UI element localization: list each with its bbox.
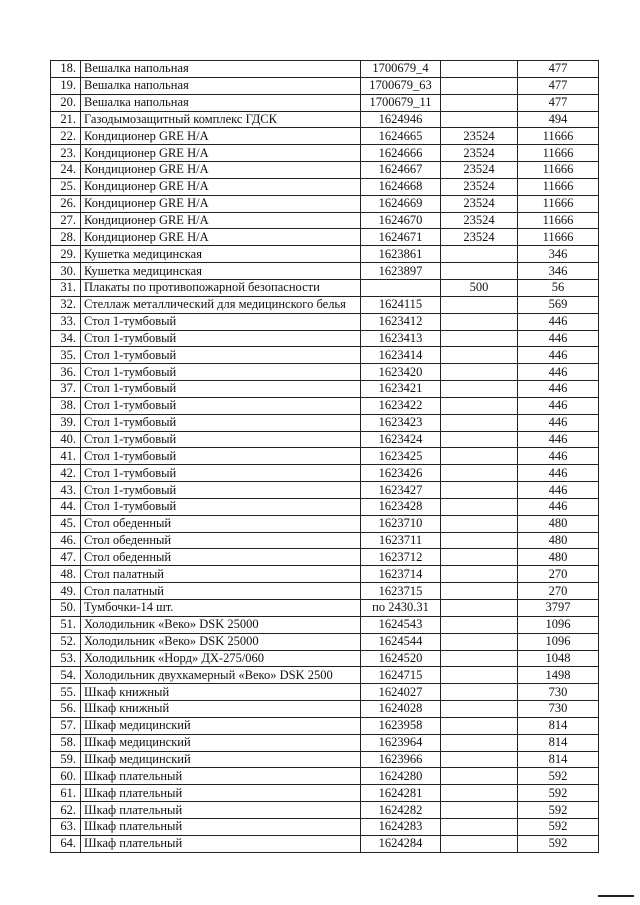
row-number: 46. — [51, 532, 81, 549]
table-row — [51, 313, 599, 330]
row-number: 50. — [51, 600, 81, 617]
row-number: 54. — [51, 667, 81, 684]
cost-value: 446 — [518, 347, 599, 364]
item-name: Холодильник «Веко» DSK 25000 — [81, 633, 361, 650]
inventory-number: 1623420 — [361, 364, 441, 381]
inventory-number: 1623414 — [361, 347, 441, 364]
row-number: 63. — [51, 818, 81, 835]
table-row — [51, 583, 599, 600]
cost-value: 11666 — [518, 178, 599, 195]
inventory-number: 1624665 — [361, 128, 441, 145]
row-number: 49. — [51, 583, 81, 600]
row-number: 33. — [51, 313, 81, 330]
row-number: 19. — [51, 77, 81, 94]
item-name: Стол 1-тумбовый — [81, 465, 361, 482]
quantity-value — [441, 650, 518, 667]
quantity-value — [441, 818, 518, 835]
cost-value: 11666 — [518, 128, 599, 145]
table-row — [51, 717, 599, 734]
item-name: Стол обеденный — [81, 515, 361, 532]
row-number: 51. — [51, 616, 81, 633]
cost-value: 446 — [518, 330, 599, 347]
cost-value: 446 — [518, 482, 599, 499]
item-name: Шкаф медицинский — [81, 734, 361, 751]
row-number: 53. — [51, 650, 81, 667]
inventory-number: 1623425 — [361, 448, 441, 465]
inventory-number: 1623712 — [361, 549, 441, 566]
item-name: Стол 1-тумбовый — [81, 482, 361, 499]
row-number: 43. — [51, 482, 81, 499]
quantity-value: 23524 — [441, 195, 518, 212]
quantity-value — [441, 431, 518, 448]
inventory-number: 1623413 — [361, 330, 441, 347]
quantity-value — [441, 515, 518, 532]
inventory-number: 1624280 — [361, 768, 441, 785]
cost-value: 1096 — [518, 633, 599, 650]
inventory-number: 1623423 — [361, 414, 441, 431]
inventory-number: 1624671 — [361, 229, 441, 246]
quantity-value — [441, 768, 518, 785]
item-name: Кондиционер GRE H/A — [81, 145, 361, 162]
quantity-value — [441, 263, 518, 280]
item-name: Вешалка напольная — [81, 94, 361, 111]
cost-value: 446 — [518, 381, 599, 398]
row-number: 32. — [51, 296, 81, 313]
item-name: Шкаф медицинский — [81, 751, 361, 768]
table-row — [51, 549, 599, 566]
table-row — [51, 785, 599, 802]
table-row — [51, 279, 599, 296]
table-row — [51, 482, 599, 499]
row-number: 60. — [51, 768, 81, 785]
quantity-value — [441, 667, 518, 684]
item-name: Кондиционер GRE H/A — [81, 128, 361, 145]
item-name: Стол обеденный — [81, 549, 361, 566]
row-number: 31. — [51, 279, 81, 296]
item-name: Шкаф книжный — [81, 701, 361, 718]
quantity-value — [441, 751, 518, 768]
quantity-value — [441, 246, 518, 263]
quantity-value — [441, 532, 518, 549]
table-row — [51, 111, 599, 128]
row-number: 47. — [51, 549, 81, 566]
row-number: 35. — [51, 347, 81, 364]
quantity-value: 23524 — [441, 229, 518, 246]
row-number: 61. — [51, 785, 81, 802]
item-name: Кондиционер GRE H/A — [81, 162, 361, 179]
cost-value: 477 — [518, 77, 599, 94]
row-number: 21. — [51, 111, 81, 128]
quantity-value — [441, 600, 518, 617]
table-row — [51, 701, 599, 718]
item-name: Шкаф плательный — [81, 768, 361, 785]
table-row — [51, 397, 599, 414]
table-row — [51, 684, 599, 701]
item-name: Шкаф плательный — [81, 785, 361, 802]
quantity-value — [441, 717, 518, 734]
row-number: 59. — [51, 751, 81, 768]
cost-value: 592 — [518, 785, 599, 802]
cost-value: 446 — [518, 498, 599, 515]
quantity-value — [441, 111, 518, 128]
inventory-number: 1623427 — [361, 482, 441, 499]
row-number: 42. — [51, 465, 81, 482]
table-row — [51, 414, 599, 431]
row-number: 64. — [51, 835, 81, 852]
inventory-number: 1623966 — [361, 751, 441, 768]
cost-value: 592 — [518, 802, 599, 819]
quantity-value — [441, 633, 518, 650]
item-name: Кушетка медицинская — [81, 263, 361, 280]
inventory-number: 1624715 — [361, 667, 441, 684]
row-number: 39. — [51, 414, 81, 431]
item-name: Вешалка напольная — [81, 61, 361, 78]
quantity-value: 23524 — [441, 145, 518, 162]
table-row — [51, 381, 599, 398]
cost-value: 3797 — [518, 600, 599, 617]
row-number: 57. — [51, 717, 81, 734]
cost-value: 11666 — [518, 229, 599, 246]
row-number: 27. — [51, 212, 81, 229]
quantity-value — [441, 448, 518, 465]
cost-value: 477 — [518, 94, 599, 111]
inventory-table-body — [51, 61, 599, 853]
inventory-number: 1624281 — [361, 785, 441, 802]
table-row — [51, 94, 599, 111]
quantity-value — [441, 498, 518, 515]
inventory-number: 1623421 — [361, 381, 441, 398]
quantity-value — [441, 61, 518, 78]
cost-value: 11666 — [518, 195, 599, 212]
inventory-number: 1700679_63 — [361, 77, 441, 94]
row-number: 45. — [51, 515, 81, 532]
row-number: 23. — [51, 145, 81, 162]
item-name: Шкаф книжный — [81, 684, 361, 701]
quantity-value: 23524 — [441, 162, 518, 179]
table-row — [51, 77, 599, 94]
table-row — [51, 515, 599, 532]
quantity-value — [441, 347, 518, 364]
table-row — [51, 835, 599, 852]
item-name: Стол обеденный — [81, 532, 361, 549]
table-row — [51, 633, 599, 650]
inventory-number: 1623897 — [361, 263, 441, 280]
quantity-value — [441, 296, 518, 313]
item-name: Стол 1-тумбовый — [81, 313, 361, 330]
cost-value: 346 — [518, 263, 599, 280]
row-number: 62. — [51, 802, 81, 819]
table-row — [51, 296, 599, 313]
cost-value: 592 — [518, 835, 599, 852]
item-name: Шкаф плательный — [81, 818, 361, 835]
item-name: Холодильник «Веко» DSK 25000 — [81, 616, 361, 633]
item-name: Шкаф плательный — [81, 835, 361, 852]
cost-value: 11666 — [518, 162, 599, 179]
table-row — [51, 61, 599, 78]
inventory-number: 1700679_11 — [361, 94, 441, 111]
row-number: 28. — [51, 229, 81, 246]
table-row — [51, 566, 599, 583]
quantity-value — [441, 684, 518, 701]
row-number: 37. — [51, 381, 81, 398]
inventory-number — [361, 279, 441, 296]
inventory-number: 1624283 — [361, 818, 441, 835]
quantity-value: 23524 — [441, 178, 518, 195]
cost-value: 446 — [518, 465, 599, 482]
item-name: Стол 1-тумбовый — [81, 414, 361, 431]
inventory-number: 1623428 — [361, 498, 441, 515]
inventory-number: по 2430.31 — [361, 600, 441, 617]
item-name: Холодильник «Норд» ДХ-275/060 — [81, 650, 361, 667]
quantity-value — [441, 616, 518, 633]
row-number: 36. — [51, 364, 81, 381]
table-row — [51, 818, 599, 835]
cost-value: 56 — [518, 279, 599, 296]
item-name: Кондиционер GRE H/A — [81, 195, 361, 212]
row-number: 48. — [51, 566, 81, 583]
inventory-number: 1624028 — [361, 701, 441, 718]
table-row — [51, 650, 599, 667]
cost-value: 569 — [518, 296, 599, 313]
item-name: Стол 1-тумбовый — [81, 397, 361, 414]
cost-value: 814 — [518, 734, 599, 751]
quantity-value — [441, 785, 518, 802]
table-row — [51, 212, 599, 229]
cost-value: 480 — [518, 532, 599, 549]
row-number: 40. — [51, 431, 81, 448]
cost-value: 446 — [518, 431, 599, 448]
table-row — [51, 347, 599, 364]
cost-value: 270 — [518, 566, 599, 583]
quantity-value — [441, 465, 518, 482]
row-number: 41. — [51, 448, 81, 465]
inventory-number: 1623711 — [361, 532, 441, 549]
quantity-value: 23524 — [441, 128, 518, 145]
item-name: Стол 1-тумбовый — [81, 364, 361, 381]
cost-value: 270 — [518, 583, 599, 600]
cost-value: 446 — [518, 364, 599, 381]
item-name: Стол 1-тумбовый — [81, 448, 361, 465]
table-row — [51, 532, 599, 549]
quantity-value — [441, 364, 518, 381]
cost-value: 346 — [518, 246, 599, 263]
row-number: 20. — [51, 94, 81, 111]
cost-value: 446 — [518, 397, 599, 414]
item-name: Кондиционер GRE H/A — [81, 229, 361, 246]
quantity-value — [441, 734, 518, 751]
item-name: Стол 1-тумбовый — [81, 347, 361, 364]
item-name: Стол палатный — [81, 566, 361, 583]
item-name: Стеллаж металлический для медицинского белья — [81, 296, 361, 313]
inventory-number: 1624667 — [361, 162, 441, 179]
cost-value: 1096 — [518, 616, 599, 633]
table-row — [51, 229, 599, 246]
inventory-number: 1624115 — [361, 296, 441, 313]
item-name: Кушетка медицинская — [81, 246, 361, 263]
table-row — [51, 448, 599, 465]
item-name: Кондиционер GRE H/A — [81, 178, 361, 195]
inventory-number: 1623412 — [361, 313, 441, 330]
row-number: 56. — [51, 701, 81, 718]
item-name: Стол 1-тумбовый — [81, 330, 361, 347]
table-row — [51, 178, 599, 195]
inventory-number: 1624284 — [361, 835, 441, 852]
quantity-value — [441, 77, 518, 94]
cost-value: 730 — [518, 684, 599, 701]
table-row — [51, 145, 599, 162]
row-number: 24. — [51, 162, 81, 179]
quantity-value — [441, 313, 518, 330]
quantity-value — [441, 549, 518, 566]
inventory-number: 1624282 — [361, 802, 441, 819]
table-row — [51, 330, 599, 347]
item-name: Холодильник двухкамерный «Веко» DSK 2500 — [81, 667, 361, 684]
row-number: 26. — [51, 195, 81, 212]
inventory-table — [50, 60, 599, 853]
table-row — [51, 162, 599, 179]
inventory-number: 1624946 — [361, 111, 441, 128]
row-number: 55. — [51, 684, 81, 701]
row-number: 38. — [51, 397, 81, 414]
quantity-value — [441, 414, 518, 431]
row-number: 58. — [51, 734, 81, 751]
item-name: Шкаф медицинский — [81, 717, 361, 734]
quantity-value — [441, 701, 518, 718]
quantity-value — [441, 482, 518, 499]
cost-value: 480 — [518, 549, 599, 566]
quantity-value — [441, 835, 518, 852]
item-name: Стол 1-тумбовый — [81, 498, 361, 515]
quantity-value: 500 — [441, 279, 518, 296]
quantity-value — [441, 397, 518, 414]
table-row — [51, 465, 599, 482]
inventory-number: 1623424 — [361, 431, 441, 448]
inventory-number: 1624520 — [361, 650, 441, 667]
row-number: 44. — [51, 498, 81, 515]
table-row — [51, 751, 599, 768]
item-name: Стол 1-тумбовый — [81, 431, 361, 448]
inventory-number: 1623714 — [361, 566, 441, 583]
table-row — [51, 734, 599, 751]
cost-value: 592 — [518, 768, 599, 785]
inventory-number: 1700679_4 — [361, 61, 441, 78]
quantity-value — [441, 381, 518, 398]
cost-value: 1498 — [518, 667, 599, 684]
table-row — [51, 802, 599, 819]
item-name: Вешалка напольная — [81, 77, 361, 94]
cost-value: 446 — [518, 414, 599, 431]
inventory-number: 1623715 — [361, 583, 441, 600]
cost-value: 446 — [518, 448, 599, 465]
table-row — [51, 263, 599, 280]
table-row — [51, 128, 599, 145]
inventory-number: 1623422 — [361, 397, 441, 414]
cost-value: 1048 — [518, 650, 599, 667]
cost-value: 730 — [518, 701, 599, 718]
item-name: Газодымозащитный комплекс ГДСК — [81, 111, 361, 128]
quantity-value: 23524 — [441, 212, 518, 229]
item-name: Тумбочки-14 шт. — [81, 600, 361, 617]
inventory-number: 1624670 — [361, 212, 441, 229]
cost-value: 592 — [518, 818, 599, 835]
table-row — [51, 364, 599, 381]
quantity-value — [441, 566, 518, 583]
cost-value: 477 — [518, 61, 599, 78]
row-number: 30. — [51, 263, 81, 280]
table-row — [51, 768, 599, 785]
cost-value: 814 — [518, 751, 599, 768]
row-number: 25. — [51, 178, 81, 195]
inventory-number: 1624027 — [361, 684, 441, 701]
table-row — [51, 195, 599, 212]
row-number: 18. — [51, 61, 81, 78]
table-row — [51, 600, 599, 617]
table-row — [51, 246, 599, 263]
inventory-number: 1623426 — [361, 465, 441, 482]
quantity-value — [441, 330, 518, 347]
inventory-number: 1624669 — [361, 195, 441, 212]
inventory-number: 1623964 — [361, 734, 441, 751]
table-row — [51, 667, 599, 684]
cost-value: 11666 — [518, 212, 599, 229]
cost-value: 494 — [518, 111, 599, 128]
item-name: Кондиционер GRE H/A — [81, 212, 361, 229]
cost-value: 814 — [518, 717, 599, 734]
table-row — [51, 616, 599, 633]
item-name: Шкаф плательный — [81, 802, 361, 819]
inventory-number: 1624543 — [361, 616, 441, 633]
quantity-value — [441, 583, 518, 600]
cost-value: 480 — [518, 515, 599, 532]
inventory-number: 1624668 — [361, 178, 441, 195]
table-row — [51, 431, 599, 448]
quantity-value — [441, 94, 518, 111]
quantity-value — [441, 802, 518, 819]
inventory-number: 1624544 — [361, 633, 441, 650]
item-name: Стол 1-тумбовый — [81, 381, 361, 398]
cost-value: 11666 — [518, 145, 599, 162]
row-number: 52. — [51, 633, 81, 650]
page-edge-mark — [598, 895, 634, 897]
inventory-number: 1624666 — [361, 145, 441, 162]
inventory-number: 1623958 — [361, 717, 441, 734]
item-name: Стол палатный — [81, 583, 361, 600]
item-name: Плакаты по противопожарной безопасности — [81, 279, 361, 296]
row-number: 22. — [51, 128, 81, 145]
table-row — [51, 498, 599, 515]
inventory-number: 1623861 — [361, 246, 441, 263]
row-number: 29. — [51, 246, 81, 263]
row-number: 34. — [51, 330, 81, 347]
inventory-number: 1623710 — [361, 515, 441, 532]
cost-value: 446 — [518, 313, 599, 330]
